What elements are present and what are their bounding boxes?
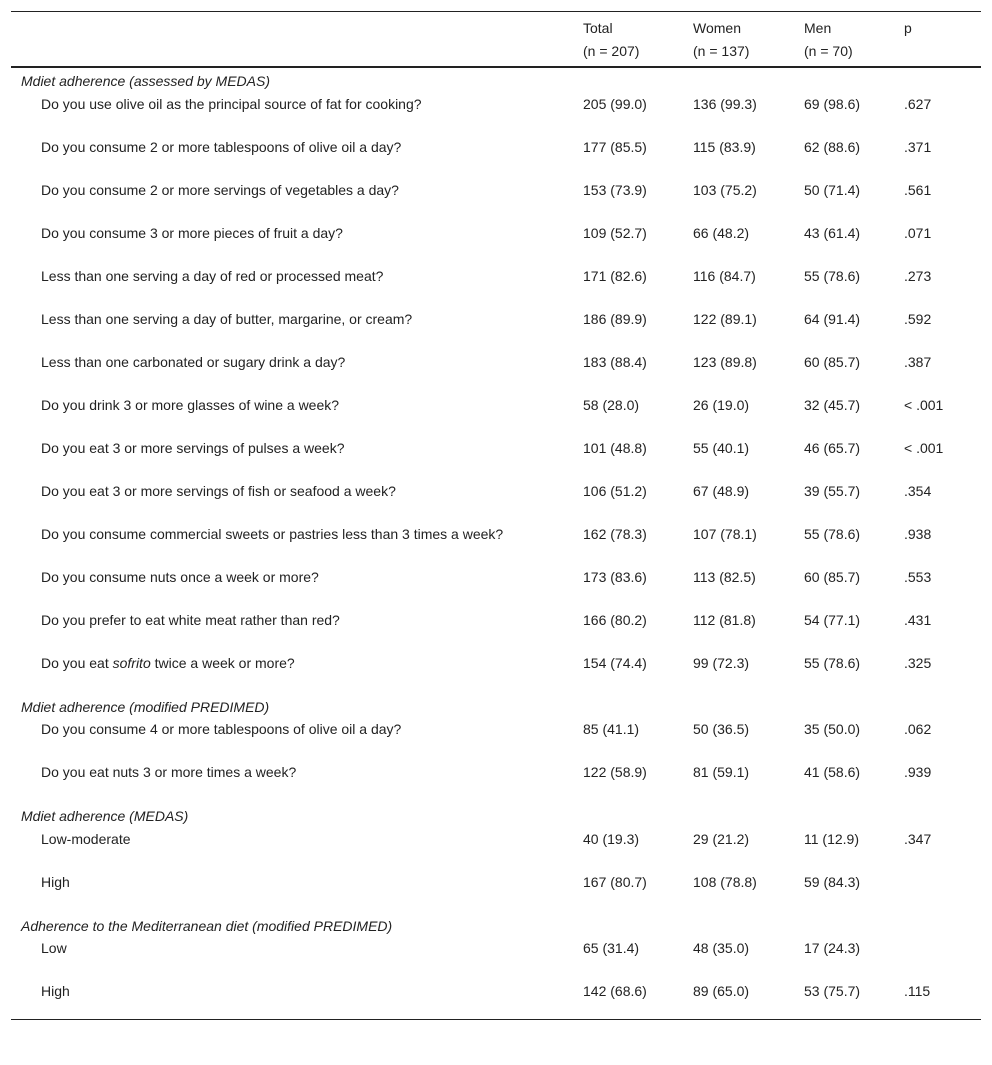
count-cell-men: (n = 70) [804, 43, 853, 59]
cell-women: 123 (89.8) [693, 353, 757, 370]
cell-women: 122 (89.1) [693, 310, 757, 327]
cell-women: 103 (75.2) [693, 181, 757, 198]
table-row [11, 393, 981, 436]
section-title: Mdiet adherence (modified PREDIMED) [21, 698, 270, 715]
cell-total: 109 (52.7) [583, 224, 647, 241]
count-cell-women: (n = 137) [693, 43, 750, 59]
cell-p-value: .592 [904, 310, 932, 327]
table-row [11, 264, 981, 307]
cell-total: 40 (19.3) [583, 830, 640, 847]
cell-men: 39 (55.7) [804, 482, 861, 499]
table-row [11, 717, 981, 760]
cell-women: 55 (40.1) [693, 439, 750, 456]
row-label: Do you drink 3 or more glasses of wine a week? [41, 396, 340, 413]
header-row [11, 12, 981, 42]
cell-p-value [893, 936, 981, 979]
cell-men: 55 (78.6) [804, 654, 861, 671]
table-row [11, 221, 981, 264]
cell-women: 113 (82.5) [693, 568, 756, 585]
section-header-row [11, 694, 981, 718]
cell-women: 81 (59.1) [693, 764, 750, 780]
cell-women: 48 (35.0) [693, 940, 750, 956]
cell-men: 46 (65.7) [804, 439, 861, 456]
adherence-table [11, 11, 981, 1020]
cell-women: 29 (21.2) [693, 830, 750, 847]
cell-men: 53 (75.7) [793, 979, 893, 1020]
cell-women: 66 (48.2) [693, 224, 750, 241]
table-row [11, 92, 981, 135]
header-cell-p: p [893, 12, 981, 42]
header-cell-label [11, 12, 572, 42]
table-row [11, 135, 981, 178]
cell-men: 41 (58.6) [804, 764, 861, 780]
table-row [11, 479, 981, 522]
row-label: Do you prefer to eat white meat rather than red? [41, 611, 340, 628]
row-label: Do you eat 3 or more servings of fish or seafood a week? [41, 482, 396, 499]
cell-p-value: .062 [904, 721, 932, 737]
row-label: Low [41, 940, 67, 956]
row-label: Less than one serving a day of red or processed meat? [41, 267, 384, 284]
table-row [11, 651, 981, 694]
row-label: High [11, 979, 572, 1020]
section-header-row [11, 913, 981, 937]
row-label-part: sofrito [112, 654, 151, 671]
section-title: Mdiet adherence (MEDAS) [21, 808, 189, 824]
cell-men: 32 (45.7) [804, 396, 861, 413]
cell-men: 60 (85.7) [804, 353, 861, 370]
cell-total: 167 (80.7) [583, 873, 647, 890]
section-header-row [11, 803, 981, 827]
row-label: Do you eat 3 or more servings of pulses a week? [41, 439, 345, 456]
cell-men: 11 (12.9) [804, 830, 859, 847]
cell-p-value: .354 [904, 482, 932, 499]
table-row [11, 760, 981, 803]
cell-p-value: .553 [904, 568, 932, 585]
table-row [11, 307, 981, 350]
cell-p-value: .387 [904, 353, 932, 370]
cell-total: 173 (83.6) [583, 568, 647, 585]
row-label [11, 651, 572, 694]
cell-women: 107 (78.1) [693, 525, 757, 542]
cell-total: 85 (41.1) [583, 721, 640, 737]
header-cell-men: Men [793, 12, 893, 42]
table-row [11, 522, 981, 565]
header-count-row [11, 41, 981, 67]
cell-men: 35 (50.0) [804, 721, 861, 737]
cell-total: 177 (85.5) [583, 138, 647, 155]
row-label: Do you eat nuts 3 or more times a week? [41, 764, 297, 780]
section-header-row [11, 67, 981, 92]
cell-women: 26 (19.0) [693, 396, 750, 413]
cell-p-value: < .001 [904, 396, 944, 413]
cell-p-value: .627 [904, 95, 932, 112]
row-label: Do you consume 3 or more pieces of fruit a day? [41, 224, 343, 241]
cell-total: 58 (28.0) [583, 396, 640, 413]
cell-women: 108 (78.8) [693, 873, 757, 890]
cell-p-value: < .001 [904, 439, 944, 456]
cell-p-value: .938 [904, 525, 932, 542]
cell-men: 55 (78.6) [804, 525, 861, 542]
cell-total: 171 (82.6) [583, 267, 647, 284]
count-cell-p [893, 41, 981, 67]
table-row [11, 608, 981, 651]
row-label: Do you consume commercial sweets or pastries less than 3 times a week? [41, 525, 504, 542]
header-cell-women: Women [682, 12, 793, 42]
cell-men: 69 (98.6) [804, 95, 861, 112]
row-label: Do you consume 2 or more tablespoons of olive oil a day? [41, 138, 402, 155]
cell-men: 43 (61.4) [804, 224, 861, 241]
cell-total: 122 (58.9) [583, 764, 647, 780]
cell-total: 65 (31.4) [583, 940, 640, 956]
row-label: Do you consume 2 or more servings of vegetables a day? [41, 181, 399, 198]
cell-total: 154 (74.4) [583, 654, 647, 671]
cell-men: 62 (88.6) [804, 138, 861, 155]
cell-women: 67 (48.9) [693, 482, 750, 499]
cell-women: 115 (83.9) [693, 138, 756, 155]
table-body [11, 67, 981, 1020]
cell-p-value: .071 [904, 224, 932, 241]
cell-women: 116 (84.7) [693, 267, 756, 284]
cell-p-value: .431 [904, 611, 932, 628]
cell-men: 54 (77.1) [804, 611, 861, 628]
table-row [11, 936, 981, 979]
row-label: Do you consume 4 or more tablespoons of olive oil a day? [41, 721, 402, 737]
count-cell-label [11, 41, 572, 67]
table-row [11, 178, 981, 221]
table-row [11, 565, 981, 608]
row-label: High [41, 873, 70, 890]
cell-men: 60 (85.7) [804, 568, 861, 585]
data-table-container [11, 11, 981, 1020]
cell-p-value: .939 [904, 764, 932, 780]
cell-p-value: .371 [904, 138, 932, 155]
cell-total: 186 (89.9) [583, 310, 647, 327]
row-label: Do you consume nuts once a week or more? [41, 568, 319, 585]
table-row [11, 436, 981, 479]
cell-men: 55 (78.6) [804, 267, 861, 284]
cell-total: 153 (73.9) [583, 181, 647, 198]
cell-p-value: .561 [904, 181, 932, 198]
section-title: Adherence to the Mediterranean diet (modified PREDIMED) [21, 917, 393, 934]
cell-p-value: .347 [904, 830, 932, 847]
section-title: Mdiet adherence (assessed by MEDAS) [21, 73, 270, 89]
table-header [11, 12, 981, 68]
cell-p-value: .115 [893, 979, 981, 1020]
cell-total: 205 (99.0) [583, 95, 647, 112]
row-label: Low-moderate [41, 830, 131, 847]
cell-total: 101 (48.8) [583, 439, 647, 456]
row-label: Less than one serving a day of butter, margarine, or cream? [41, 310, 413, 327]
row-label: Do you use olive oil as the principal source of fat for cooking? [41, 95, 422, 112]
cell-total: 166 (80.2) [583, 611, 647, 628]
cell-women: 136 (99.3) [693, 95, 757, 112]
row-label: Less than one carbonated or sugary drink a day? [41, 353, 346, 370]
cell-men: 50 (71.4) [804, 181, 861, 198]
cell-women: 50 (36.5) [693, 721, 750, 737]
cell-p-value: .273 [904, 267, 932, 284]
cell-men: 17 (24.3) [804, 940, 861, 956]
table-row [11, 979, 981, 1020]
header-cell-total: Total [572, 12, 682, 42]
row-label-part: twice a week or more? [150, 654, 295, 671]
table-row [11, 870, 981, 913]
cell-women: 112 (81.8) [693, 611, 756, 628]
cell-men: 64 (91.4) [804, 310, 861, 327]
cell-total: 162 (78.3) [583, 525, 647, 542]
cell-men: 59 (84.3) [804, 873, 861, 890]
cell-p-value: .325 [904, 654, 932, 671]
row-label-part: Do you eat [41, 654, 113, 671]
cell-total: 142 (68.6) [572, 979, 682, 1020]
cell-total: 106 (51.2) [583, 482, 647, 499]
cell-women: 89 (65.0) [682, 979, 793, 1020]
cell-p-value [893, 870, 981, 913]
table-row [11, 827, 981, 870]
count-cell-total: (n = 207) [583, 43, 640, 59]
cell-total: 183 (88.4) [583, 353, 647, 370]
table-row [11, 350, 981, 393]
cell-women: 99 (72.3) [693, 654, 750, 671]
